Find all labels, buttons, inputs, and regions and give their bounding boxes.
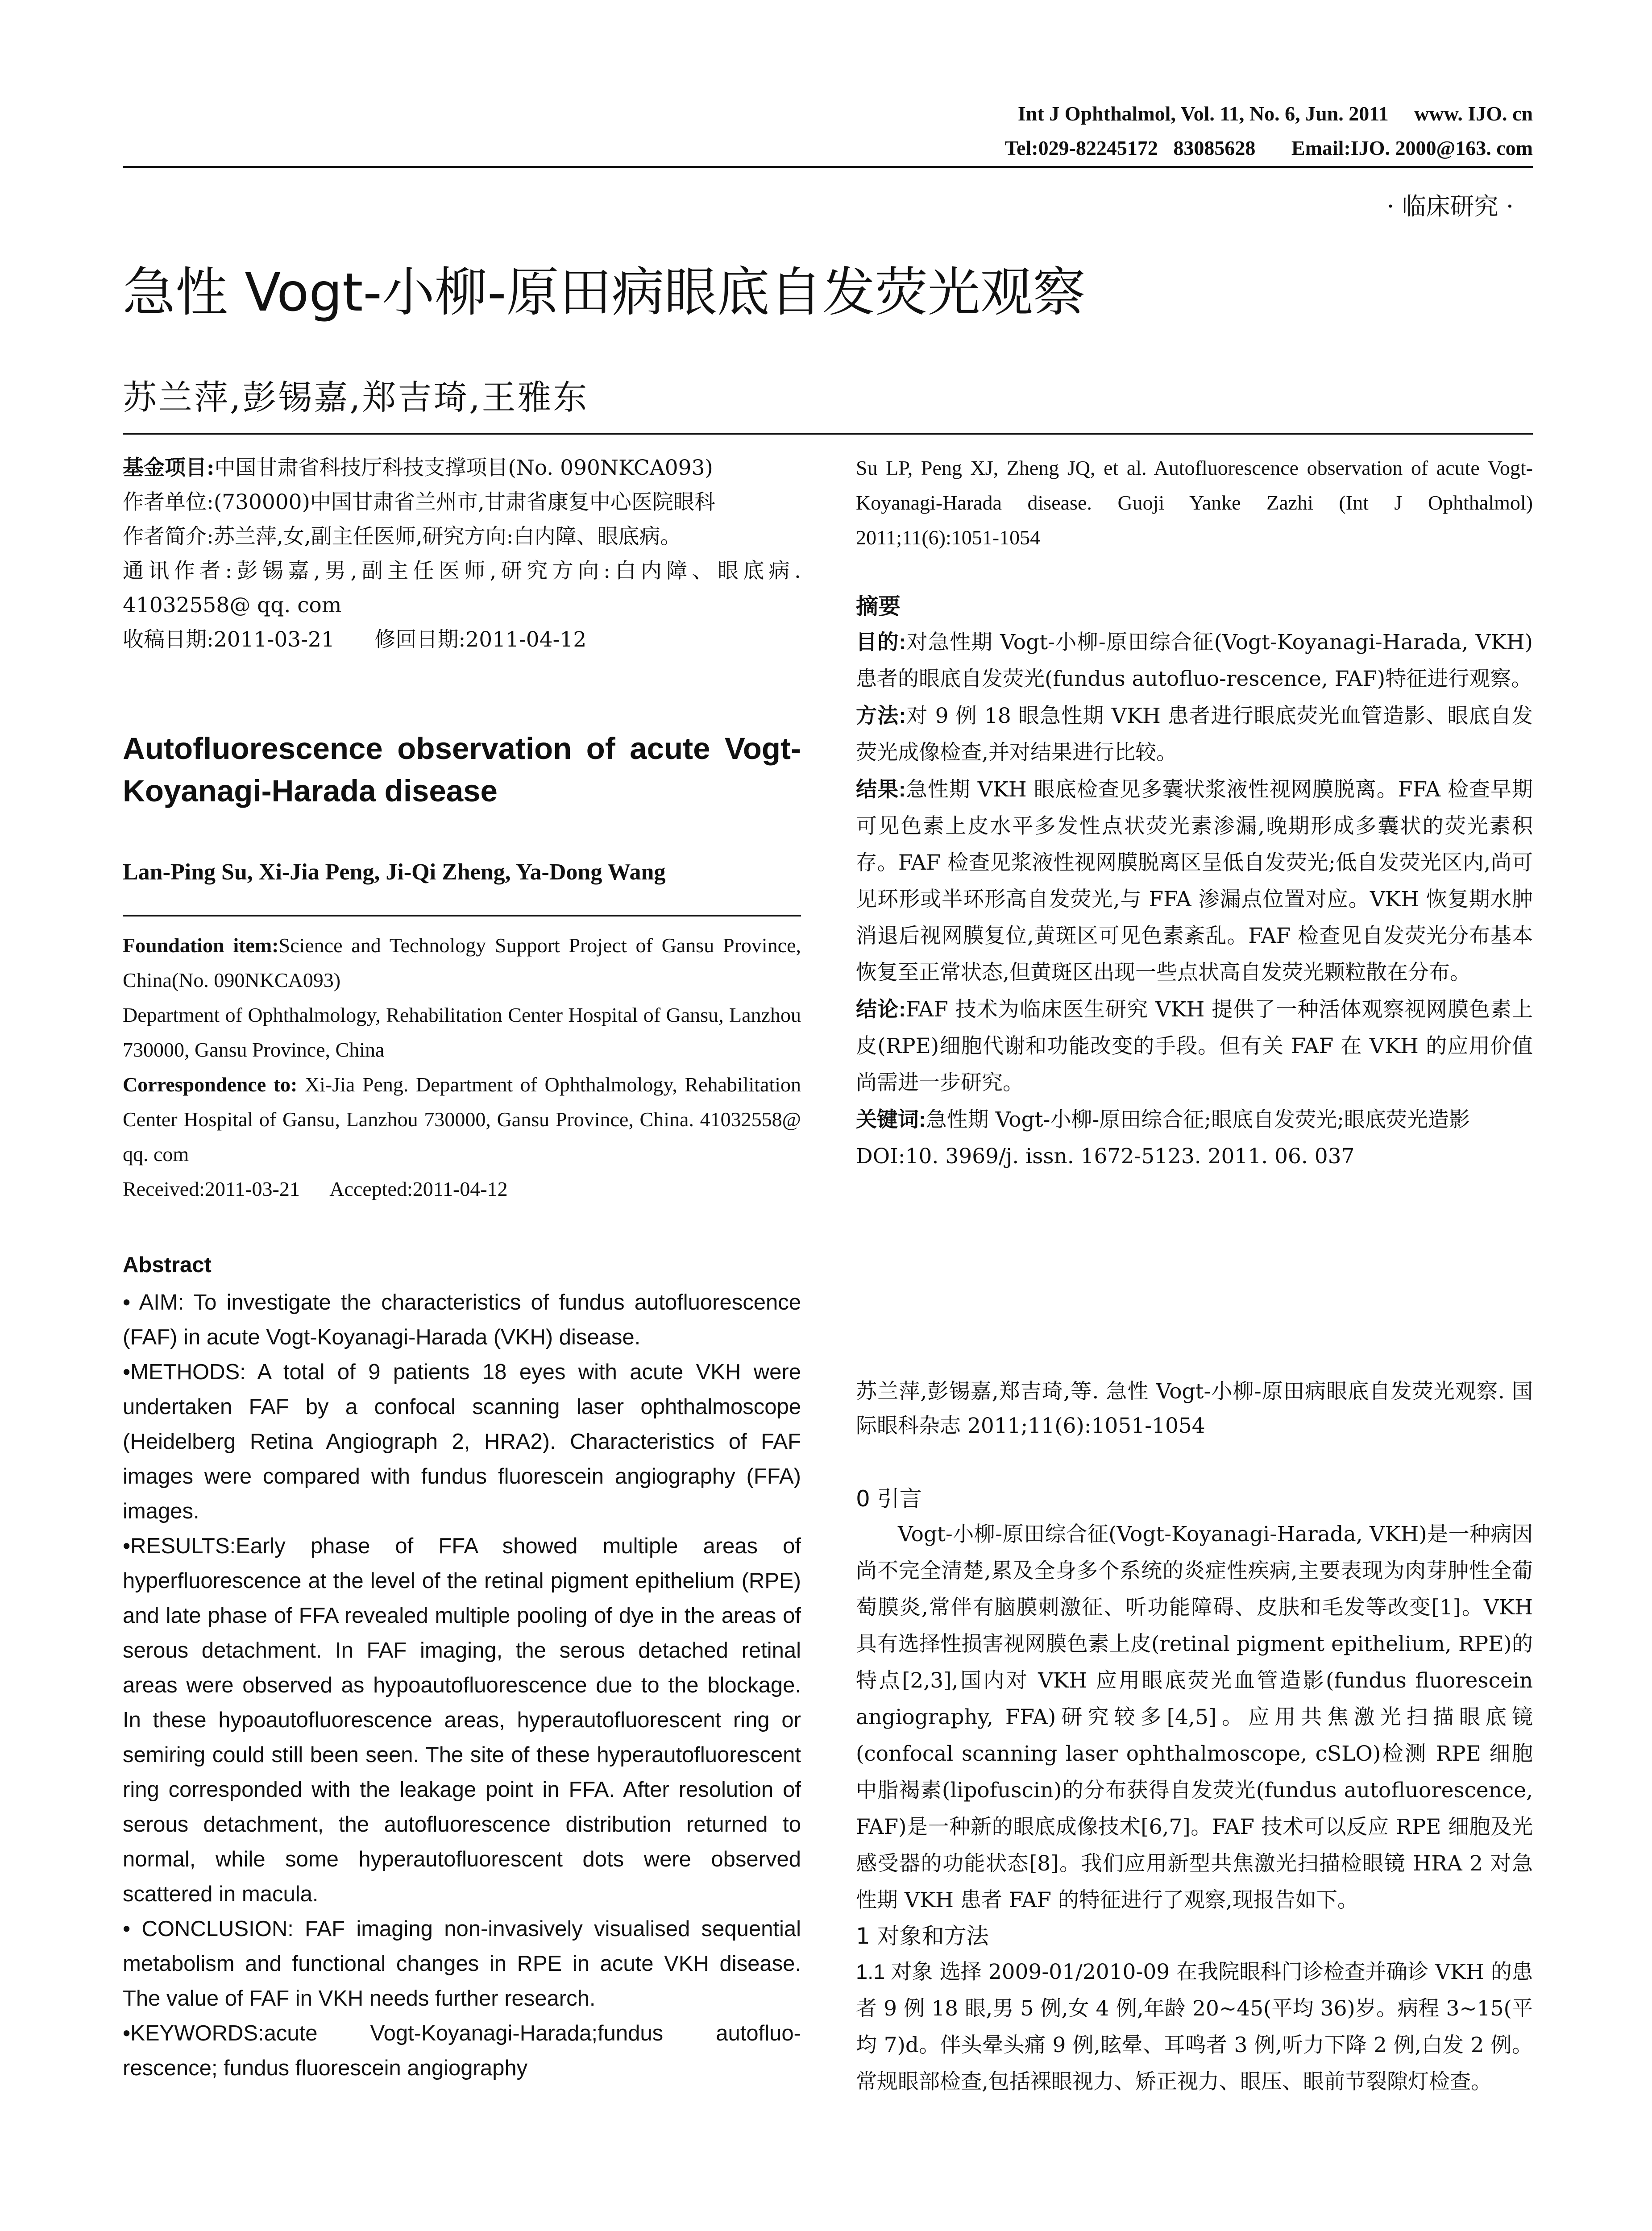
results-label: 结果: xyxy=(856,777,906,801)
conclusion-label: 结论: xyxy=(856,997,906,1021)
foundation-label: Foundation item: xyxy=(123,934,279,957)
section-label: · 临床研究 · xyxy=(1386,192,1514,220)
dates-en: Received:2011-03-21 Accepted:2011-04-12 xyxy=(123,1178,508,1200)
citation-en: Su LP, Peng XJ, Zheng JQ, et al. Autofluorescence observation of acute Vogt-Koyanagi-Harada disease. Guoji Yanke Zazhi (Int J Ophthalmol) 2011;11(6):1051-1054 xyxy=(856,456,1533,549)
citation-cn: 苏兰萍,彭锡嘉,郑吉琦,等. 急性 Vogt-小柳-原田病眼底自发荧光观察. 国际眼科杂志 2011;11(6):1051-1054 xyxy=(856,1379,1533,1438)
methods-heading: 1 对象和方法 xyxy=(856,1923,989,1949)
conclusion-text: FAF 技术为临床医生研究 VKH 提供了一种活体观察视网膜色素上皮(RPE)细胞代谢和功能改变的手段。但有关 FAF 在 VKH 的应用价值尚需进一步研究。 xyxy=(856,997,1533,1095)
en-title: Autofluorescence observation of acute Vogt-Koyanagi-Harada disease xyxy=(123,731,801,808)
corr-text-en: Xi-Jia Peng. Department of Ophthalmology, Rehabilitation Center Hospital of Gansu, Lanzhou 730000, Gansu Province, China. 41032558@ qq. com xyxy=(123,1073,801,1165)
authors-cn: 苏兰萍,彭锡嘉,郑吉琦,王雅东 xyxy=(123,377,589,417)
corr-label: Correspondence to: xyxy=(123,1073,298,1096)
journal-line: Int J Ophthalmol, Vol. 11, No. 6, Jun. 2011 www. IJO. cn xyxy=(1017,102,1533,125)
sub-text: 选择 2009-01/2010-09 在我院眼科门诊检查并确诊 VKH 的患者 9 例 18 眼,男 5 例,女 4 例,年龄 20~45(平均 36)岁。病程 3~15(平均 7)d。伴头晕头痛 9 例,眩晕、耳鸣者 3 例,听力下降 2 例,白发 2 例。常规眼部检查,包括裸眼视力、矫正视力、眼压、眼前节裂隙灯检查。 xyxy=(856,1960,1533,2094)
fund-text: 中国甘肃省科技厅科技支撑项目(No. 090NKCA093) xyxy=(214,456,713,480)
foundation-text: Science and Technology Support Project of Gansu Province, China(No. 090NKCA093) xyxy=(123,934,801,991)
department-text: Department of Ophthalmology, Rehabilitation Center Hospital of Gansu, Lanzhou 730000, Gansu Province, China xyxy=(123,1004,801,1061)
abstract-conclusion: • CONCLUSION: FAF imaging non-invasively visualised sequential metabolism and functional changes in RPE in acute VKH disease. The value of FAF in VKH needs further research. xyxy=(123,1917,801,2011)
en-authors-block xyxy=(123,859,801,885)
received-cn: 收稿日期:2011-03-21 修回日期:2011-04-12 xyxy=(123,627,587,652)
unit-text: 作者单位:(730000)中国甘肃省兰州市,甘肃省康复中心医院眼科 xyxy=(123,490,715,514)
en-authors-rule xyxy=(123,915,801,916)
citation-en-block xyxy=(856,451,1533,555)
bio-text: 作者简介:苏兰萍,女,副主任医师,研究方向:白内障、眼底病。 xyxy=(123,524,681,549)
abstract-aim: • AIM: To investigate the characteristics of fundus autofluorescence (FAF) in acute Vogt-Koyanagi-Harada (VKH) disease. xyxy=(123,1290,801,1349)
left-info-block xyxy=(123,451,801,657)
abstract-heading: Abstract xyxy=(123,1253,212,1277)
abstract-results: •RESULTS:Early phase of FFA showed multiple areas of hyperfluorescence at the level of the retinal pigment epithelium (RPE) and late phase of FFA revealed multiple pooling of dye in the areas of serous detachment. In FAF imaging, the serous detached retinal areas were observed as hypoautofluorescence due to the blockage. In these hypoautofluorescence areas, hyperautofluorescent ring or semiring could still been seen. The site of these hyperautofluorescent ring corresponded with the leakage point in FFA. After resolution of serous detachment, the autofluorescence distribution returned to normal, while some hyperautofluorescent dots were observed scattered in macula. xyxy=(123,1534,801,1906)
abstract-cn-heading: 摘要 xyxy=(856,593,901,619)
aim-text: 对急性期 Vogt-小柳-原田综合征(Vogt-Koyanagi-Harada, VKH)患者的眼底自发荧光(fundus autofluo-rescence, FAF)特征进行观察。 xyxy=(856,630,1533,691)
en-title-block xyxy=(123,727,801,812)
fund-label: 基金项目: xyxy=(123,456,215,480)
en-authors: Lan-Ping Su, Xi-Jia Peng, Ji-Qi Zheng, Ya-Dong Wang xyxy=(123,859,666,885)
results-text: 急性期 VKH 眼底检查见多囊状浆液性视网膜脱离。FFA 检查早期可见色素上皮水平多发性点状荧光素渗漏,晚期形成多囊状的荧光素积存。FAF 检查见浆液性视网膜脱离区呈低自发荧光;低自发荧光区内,尚可见环形或半环形高自发荧光,与 FFA 渗漏点位置对应。VKH 恢复期水肿消退后视网膜复位,黄斑区可见色素紊乱。FAF 检查见自发荧光分布基本恢复至正常状态,但黄斑区出现一些点状高自发荧光颗粒散在分布。 xyxy=(856,777,1533,985)
methods-text: 对 9 例 18 眼急性期 VKH 患者进行眼底荧光血管造影、眼底自发荧光成像检查,并对结果进行比较。 xyxy=(856,704,1533,765)
methods-label: 方法: xyxy=(856,704,906,727)
citation-cn-block xyxy=(856,1374,1533,1443)
en-info-block xyxy=(123,928,801,1207)
abstract-methods: •METHODS: A total of 9 patients 18 eyes with acute VKH were undertaken FAF by a confocal scanning laser ophthalmoscope (Heidelberg Retina Angiograph 2, HRA2). Characteristics of FAF images were compared with fundus fluorescein angiography (FFA) images. xyxy=(123,1360,801,1523)
keywords-text: 急性期 Vogt-小柳-原田综合征;眼底自发荧光;眼底荧光造影 xyxy=(926,1107,1470,1132)
contact-line: Tel:029-82245172 83085628 Email:IJO. 2000@163. com xyxy=(1004,137,1533,159)
header-rule xyxy=(123,166,1533,168)
keywords-label: 关键词: xyxy=(856,1107,926,1131)
intro-heading: 0 引言 xyxy=(856,1486,922,1512)
sub-label: 1.1 对象 xyxy=(856,1960,933,1983)
abstract-en xyxy=(123,1245,801,2086)
intro-section xyxy=(856,1481,1533,2100)
doi: DOI:10. 3969/j. issn. 1672-5123. 2011. 06. 037 xyxy=(856,1144,1355,1169)
page-title: 急性 Vogt-小柳-原田病眼底自发荧光观察 xyxy=(123,261,1086,323)
title-rule xyxy=(123,433,1533,435)
abstract-cn xyxy=(856,589,1533,1175)
aim-label: 目的: xyxy=(856,630,906,654)
intro-para: Vogt-小柳-原田综合征(Vogt-Koyanagi-Harada, VKH)是一种病因尚不完全清楚,累及全身多个系统的炎症性疾病,主要表现为肉芽肿性全葡萄膜炎,常伴有脑膜刺激征、听功能障碍、皮肤和毛发等改变[1]。VKH 具有选择性损害视网膜色素上皮(retinal pigment epithelium, RPE)的特点[2,3],国内对 VKH 应用眼底荧光血管造影(fundus fluorescein angiography, FFA)研究较多[4,5]。应用共焦激光扫描眼底镜(confocal scanning laser ophthalmoscope, cSLO)检测 RPE 细胞中脂褐素(lipofuscin)的分布获得自发荧光(fundus autofluorescence, FAF)是一种新的眼底成像技术[6,7]。FAF 技术可以反应 RPE 细胞及光感受器的功能状态[8]。我们应用新型共焦激光扫描检眼镜 HRA 2 对急性期 VKH 患者 FAF 的特征进行了观察,现报告如下。 xyxy=(856,1522,1533,1912)
abstract-keywords: •KEYWORDS:acute Vogt-Koyanagi-Harada;fundus autofluo-rescence; fundus fluorescein angiography xyxy=(123,2021,801,2080)
corr-text-cn: 通讯作者:彭锡嘉,男,副主任医师,研究方向:白内障、眼底病. 41032558@ qq. com xyxy=(123,559,801,618)
